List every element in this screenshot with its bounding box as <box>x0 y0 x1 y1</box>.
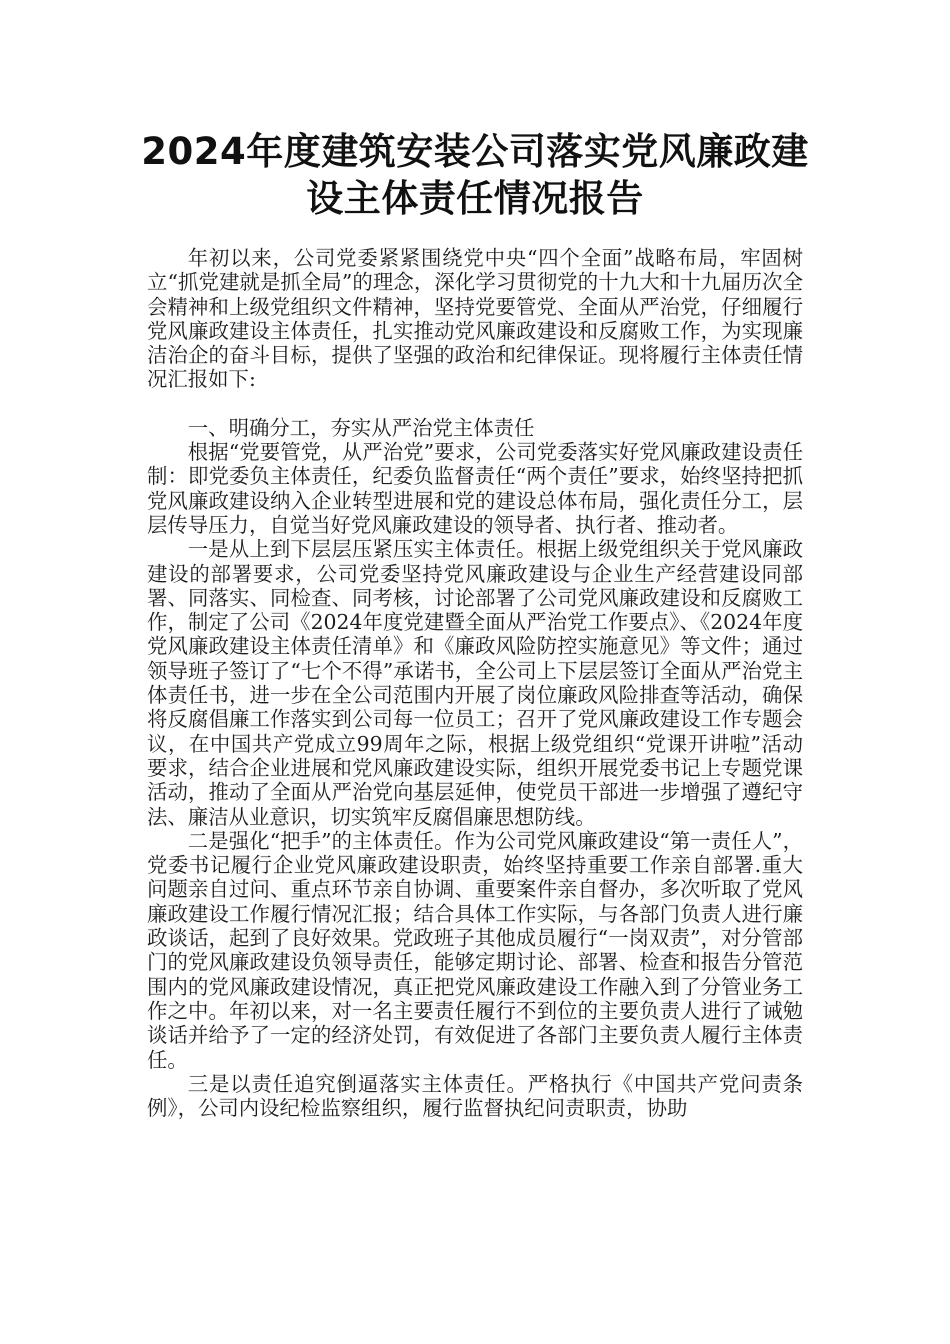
body-paragraph: 三是以责任追究倒逼落实主体责任。严格执行《中国共产党问责条例》，公司内设纪检监察组织，履行监督执纪问责职责，协助 <box>147 1071 803 1121</box>
intro-paragraph: 年初以来，公司党委紧紧围绕党中央“四个全面”战略布局，牢固树立“抓党建就是抓全局”的理念，深化学习贯彻党的十九大和十九届历次全会精神和上级党组织文件精神，坚持党要管党、全面从严治党，仔细履行党风廉政建设主体责任，扎实推动党风廉政建设和反腐败工作，为实现廉洁治企的奋斗目标，提供了坚强的政治和纪律保证。现将履行主体责任情况汇报如下: <box>147 246 803 392</box>
title-line-1: 2024年度建筑安装公司落实党风廉政建 <box>141 130 809 173</box>
body-paragraph: 一是从上到下层层压紧压实主体责任。根据上级党组织关于党风廉政建设的部署要求，公司党委坚持党风廉政建设与企业生产经营建设同部署、同落实、同检查、同考核，讨论部署了公司党风廉政建设和反腐败工作，制定了公司《2024年度党建暨全面从严治党工作要点》、《2024年度党风廉政建设主体责任清单》和《廉政风险防控实施意见》等文件；通过领导班子签订了“七个不得”承诺书，全公司上下层层签订全面从严治党主体责任书，进一步在全公司范围内开展了岗位廉政风险排查等活动，确保将反腐倡廉工作落实到公司每一位员工；召开了党风廉政建设工作专题会议，在中国共产党成立99周年之际，根据上级党组织“党课开讲啦”活动要求，结合企业进展和党风廉政建设实际，组织开展党委书记上专题党课活动，推动了全面从严治党向基层延伸，使党员干部进一步增强了遵纪守法、廉洁从业意识，切实筑牢反腐倡廉思想防线。 <box>147 537 803 829</box>
body-paragraph: 根据“党要管党，从严治党”要求，公司党委落实好党风廉政建设责任制：即党委负主体责任，纪委负监督责任“两个责任”要求，始终坚持把抓党风廉政建设纳入企业转型进展和党的建设总体布局，强化责任分工，层层传导压力，自觉当好党风廉政建设的领导者、执行者、推动者。 <box>147 440 803 537</box>
body-paragraph: 二是强化“把手”的主体责任。作为公司党风廉政建设“第一责任人”，党委书记履行企业党风廉政建设职责，始终坚持重要工作亲自部署.重大问题亲自过问、重点环节亲自协调、重要案件亲自督办，多次听取了党风廉政建设工作履行情况汇报；结合具体工作实际，与各部门负责人进行廉政谈话，起到了良好效果。党政班子其他成员履行“一岗双责”，对分管部门的党风廉政建设负领导责任，能够定期讨论、部署、检查和报告分管范围内的党风廉政建设情况，真正把党风廉政建设工作融入到了分管业务工作之中。年初以来，对一名主要责任履行不到位的主要负责人进行了诫勉谈话并给予了一定的经济处罚，有效促进了各部门主要负责人履行主体责任。 <box>147 828 803 1072</box>
title-line-2: 设主体责任情况报告 <box>306 177 644 220</box>
section-heading: 一、明确分工，夯实从严治党主体责任 <box>187 415 535 440</box>
document-title <box>120 128 830 222</box>
paragraph-spacer <box>147 392 803 416</box>
document-body <box>147 246 803 1120</box>
